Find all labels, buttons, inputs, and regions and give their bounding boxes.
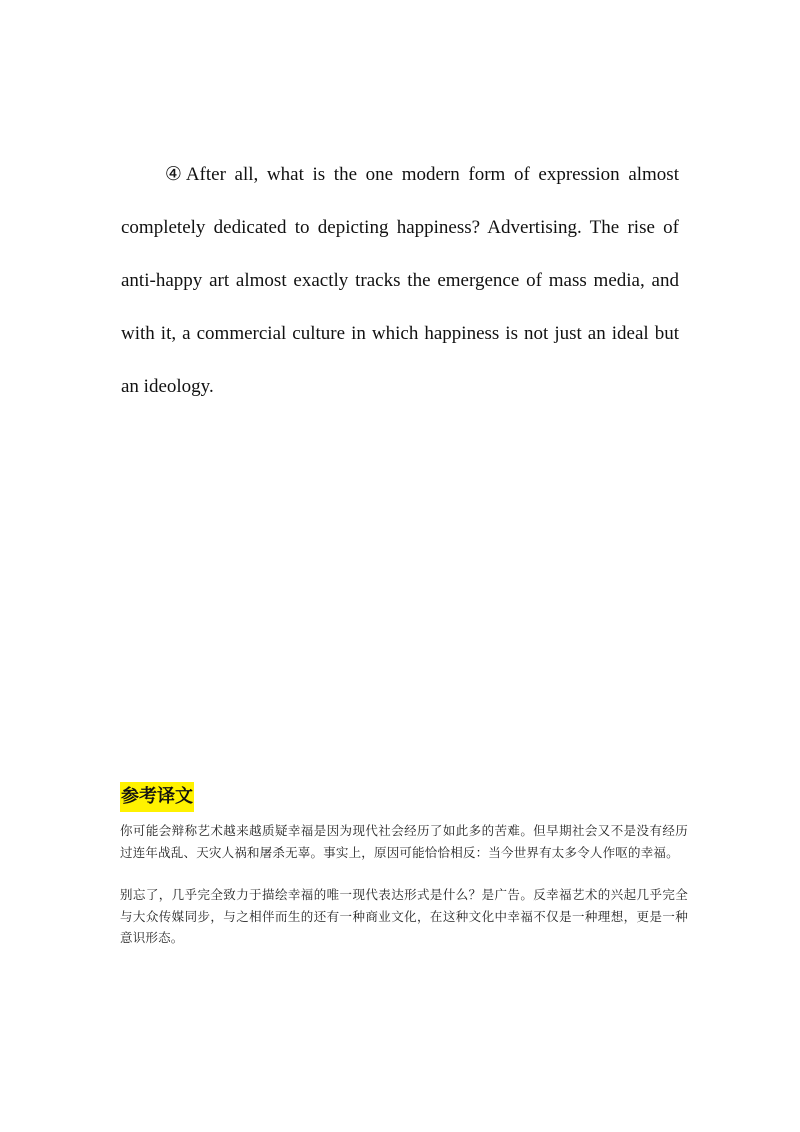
translation-paragraph-1: 你可能会辩称艺术越来越质疑幸福是因为现代社会经历了如此多的苦难。但早期社会又不是没有经历过连年战乱、天灾人祸和屠杀无辜。事实上，原因可能恰恰相反：当今世界有太多令人作呕的幸福。 <box>120 823 688 860</box>
english-passage <box>121 148 679 413</box>
translation-section <box>120 782 688 949</box>
translation-heading: 参考译文 <box>120 782 194 812</box>
translation-paragraph-2: 别忘了，几乎完全致力于描绘幸福的唯一现代表达形式是什么？是广告。反幸福艺术的兴起几乎完全与大众传媒同步，与之相伴而生的还有一种商业文化，在这种文化中幸福不仅是一种理想，更是一种意识形态。 <box>120 887 688 945</box>
english-paragraph-text: After all, what is the one modern form of expression almost completely dedicated to depicting happiness? Advertising. The rise of anti-happy art almost exactly tracks the emergence of mass media, and with it, a commercial culture in which happiness is not just an ideal but an ideology. <box>121 164 679 397</box>
paragraph-marker: ④ <box>161 164 186 185</box>
english-paragraph <box>121 148 679 413</box>
